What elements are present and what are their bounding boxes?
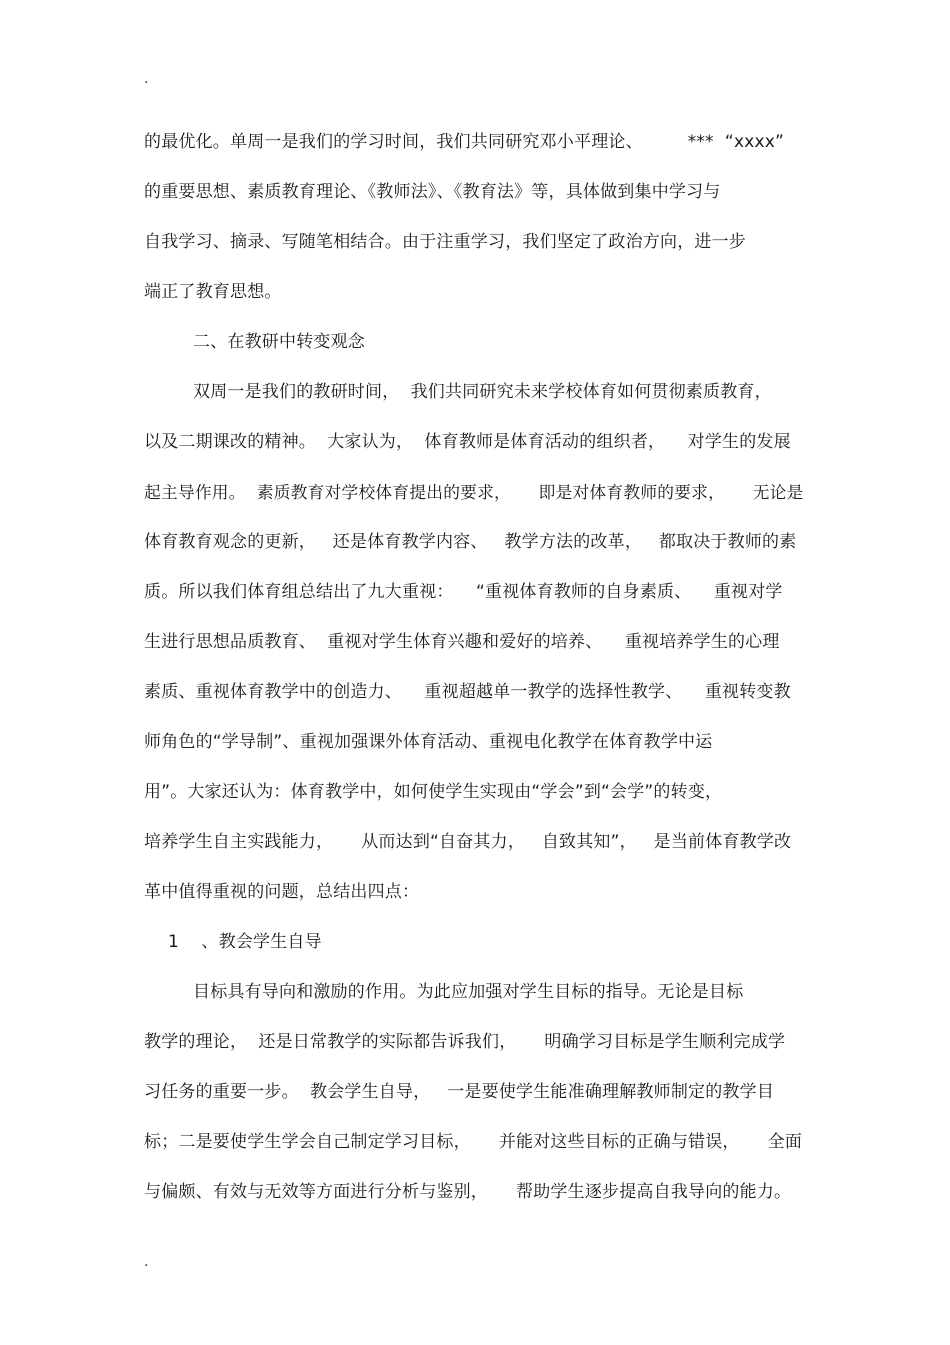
- paragraph-line: 端正了教育思想。: [144, 282, 282, 302]
- paragraph-line: 自我学习、摘录、写随笔相结合。由于注重学习，我们坚定了政治方向，进一步: [144, 232, 746, 252]
- page-header-mark: .: [144, 71, 149, 87]
- paragraph-line: 的重要思想、素质教育理论、《教师法》、《教育法》等，具体做到集中学习与: [144, 182, 721, 202]
- paragraph-line: 习任务的重要一步。 教会学生自导， 一是要使学生能准确理解教师制定的教学目: [144, 1082, 775, 1102]
- paragraph-line: 师角色的“学导制”、重视加强课外体育活动、重视电化教学在体育教学中运: [144, 732, 713, 752]
- paragraph-line: 教学的理论， 还是日常教学的实际都告诉我们， 明确学习目标是学生顺利完成学: [144, 1032, 786, 1052]
- paragraph-line: 的最优化。单周一是我们的学习时间，我们共同研究邓小平理论、 *** “xxxx”: [144, 132, 784, 152]
- paragraph-line: 生进行思想品质教育、 重视对学生体育兴趣和爱好的培养、 重视培养学生的心理: [144, 632, 780, 652]
- list-item-heading: 1 、教会学生自导: [168, 932, 322, 952]
- paragraph-line: 革中值得重视的问题，总结出四点：: [144, 882, 420, 902]
- paragraph-line: 体育教育观念的更新， 还是体育教学内容、 教学方法的改革， 都取决于教师的素: [144, 532, 797, 552]
- paragraph-line: 标；二是要使学生学会自己制定学习目标， 并能对这些目标的正确与错误， 全面: [144, 1132, 803, 1152]
- paragraph-line: 起主导作用。 素质教育对学校体育提出的要求， 即是对体育教师的要求， 无论是: [144, 482, 804, 502]
- paragraph-line: 素质、重视体育教学中的创造力、 重视超越单一教学的选择性教学、 重视转变教: [144, 682, 791, 702]
- paragraph-line: 培养学生自主实践能力， 从而达到“自奋其力， 自致其知”， 是当前体育教学改: [144, 832, 792, 852]
- paragraph-line: 质。所以我们体育组总结出了九大重视： “重视体育教师的自身素质、 重视对学: [144, 582, 783, 602]
- paragraph-line: 目标具有导向和激励的作用。为此应加强对学生目标的指导。无论是目标: [193, 982, 744, 1002]
- paragraph-line: 双周一是我们的教研时间， 我们共同研究未来学校体育如何贯彻素质教育，: [193, 382, 772, 402]
- paragraph-line: 与偏颇、有效与无效等方面进行分析与鉴别， 帮助学生逐步提高自我导向的能力。: [144, 1182, 792, 1202]
- paragraph-line: 以及二期课改的精神。 大家认为， 体育教师是体育活动的组织者， 对学生的发展: [144, 432, 791, 452]
- paragraph-line: 用”。大家还认为：体育教学中，如何使学生实现由“学会”到“会学”的转变，: [144, 782, 723, 802]
- section-heading: 二、在教研中转变观念: [193, 332, 365, 352]
- page-footer-mark: .: [144, 1254, 149, 1270]
